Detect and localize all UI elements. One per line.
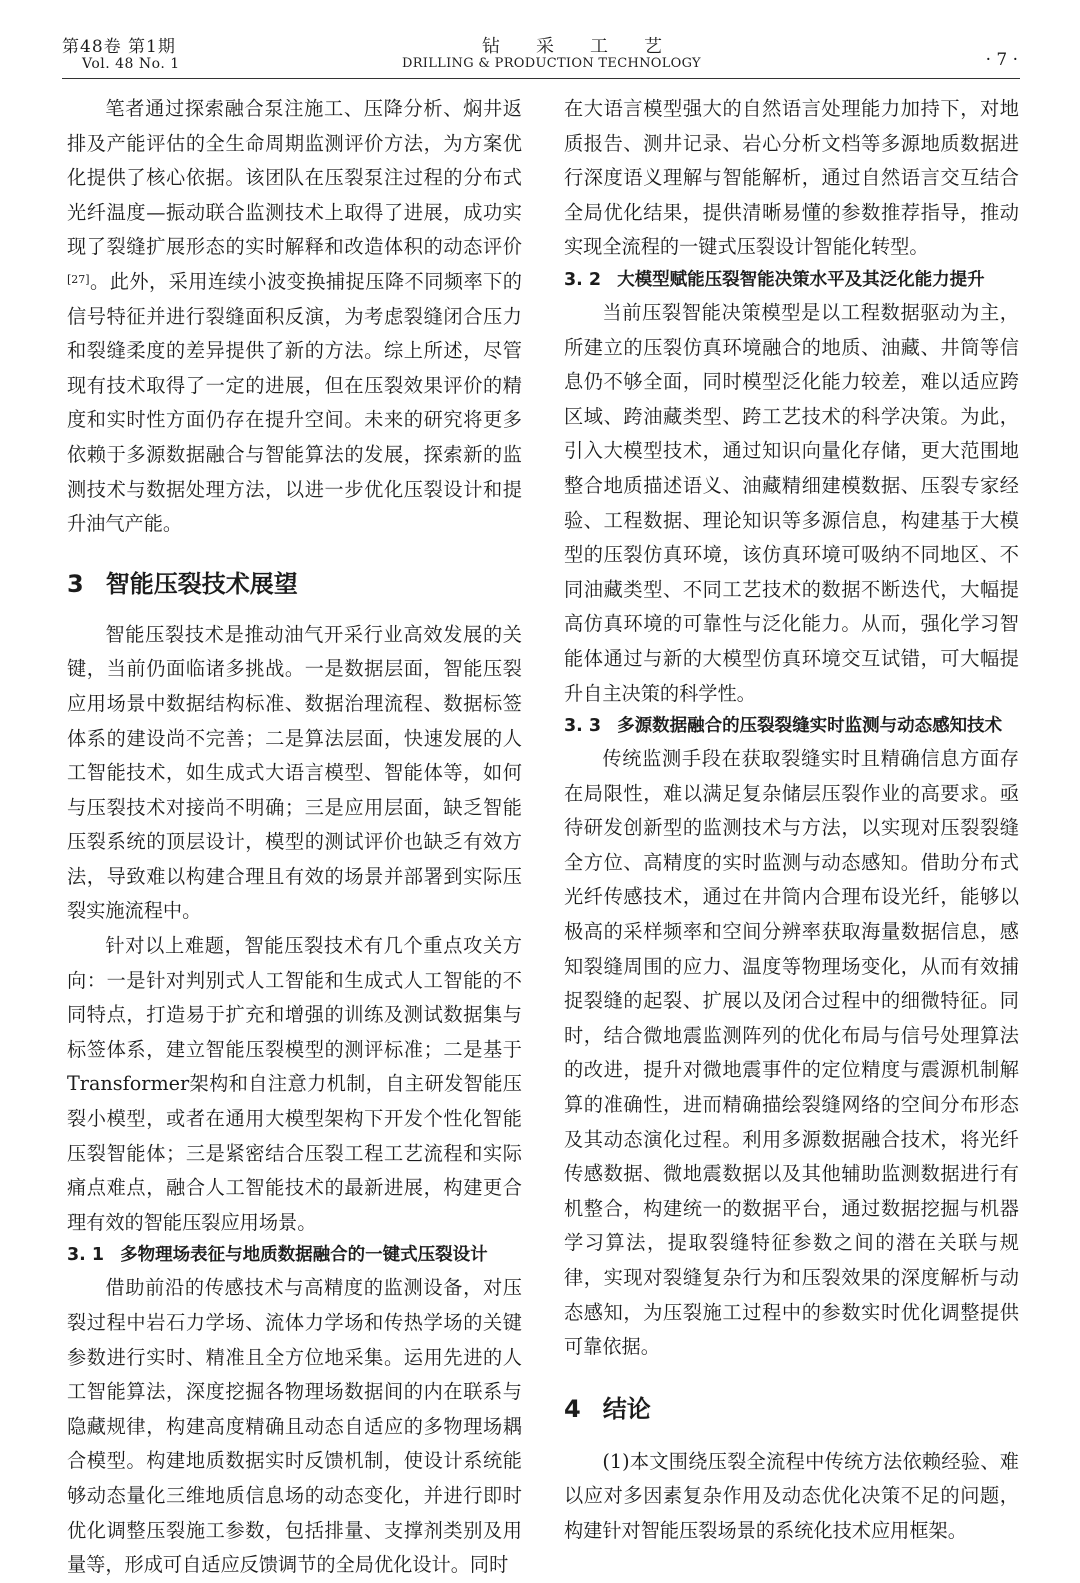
- page-number: · 7 ·: [985, 50, 1018, 70]
- paragraph: (1)本文围绕压裂全流程中传统方法依赖经验、难以应对多因素复杂作用及动态优化决策不足的问题，构建针对智能压裂场景的系统化技术应用框架。: [564, 1449, 1019, 1542]
- left-column: [67, 92, 522, 1583]
- subsection-number: 3. 1: [67, 1245, 105, 1266]
- paragraph: 针对以上难题，智能压裂技术有几个重点攻关方向：一是针对判别式人工智能和生成式人工智能的不同特点，打造易于扩充和增强的训练及测试数据集与标签体系，建立智能压裂模型的测评标准；二是基于Transformer架构和自注意力机制，自主研发智能压裂小模型，或者在通用大模型架构下开发个性化智能压裂智能体；三是紧密结合压裂工程工艺流程和实际痛点难点，融合人工智能技术的最新进展，构建更合理有效的智能压裂应用场景。: [67, 934, 522, 1234]
- section-heading-3: [67, 564, 522, 604]
- subsection-number: 3. 3: [564, 716, 602, 737]
- journal-title-cn: 钻采工艺: [482, 36, 698, 57]
- paragraph: 智能压裂技术是推动油气开采行业高效发展的关键，当前仍面临诸多挑战。一是数据层面，智能压裂应用场景中数据结构标准、数据治理流程、数据标签体系的建设尚不完善；二是算法层面，快速发展的人工智能技术，如生成式大语言模型、智能体等，如何与压裂技术对接尚不明确；三是应用层面，缺乏智能压裂系统的顶层设计，模型的测试评价也缺乏有效方法，导致难以构建合理且有效的场景并部署到实际压裂实施流程中。: [67, 622, 522, 923]
- right-column: [564, 92, 1019, 1549]
- paragraph: 在大语言模型强大的自然语言处理能力加持下，对地质报告、测井记录、岩心分析文档等多源地质数据进行深度语义理解与智能解析，通过自然语言交互结合全局优化结果，提供清晰易懂的参数推荐指导，推动实现全流程的一键式压裂设计智能化转型。: [564, 97, 1019, 259]
- paragraph: 传统监测手段在获取裂缝实时且精确信息方面存在局限性，难以满足复杂储层压裂作业的高要求。亟待研发创新型的监测技术与方法，以实现对压裂裂缝全方位、高精度的实时监测与动态感知。借助分布式光纤传感技术，通过在井筒内合理布设光纤，能够以极高的采样频率和空间分辨率获取海量数据信息，感知裂缝周围的应力、温度等物理场变化，从而有效捕捉裂缝的起裂、扩展以及闭合过程中的细微特征。同时，结合微地震监测阵列的优化布局与信号处理算法的改进，提升对微地震事件的定位精度与震源机制解算的准确性，进而精确描绘裂缝网络的空间分布形态及其动态演化过程。利用多源数据融合技术，将光纤传感数据、微地震数据以及其他辅助监测数据进行有机整合，构建统一的数据平台，通过数据挖掘与机器学习算法，提取裂缝特征参数之间的潜在关联与规律，实现对裂缝复杂行为和压裂效果的深度解析与动态感知，为压裂施工过程中的参数实时优化调整提供可靠依据。: [564, 747, 1019, 1359]
- subsection-heading-3-2: [564, 265, 1019, 296]
- paragraph: 借助前沿的传感技术与高精度的监测设备，对压裂过程中岩石力学场、流体力学场和传热学场的关键参数进行实时、精准且全方位地采集。运用先进的人工智能算法，深度挖掘各物理场数据间的内在联系与隐藏规律，构建高度精确且动态自适应的多物理场耦合模型。构建地质数据实时反馈机制，使设计系统能够动态量化三维地质信息场的动态变化，并进行即时优化调整压裂施工参数，包括排量、支撑剂类别及用量等，形成可自适应反馈调节的全局优化设计。同时: [67, 1276, 522, 1577]
- journal-title-en: DRILLING & PRODUCTION TECHNOLOGY: [402, 56, 701, 71]
- subsection-heading-3-1: [67, 1240, 522, 1271]
- section-number: 4: [564, 1394, 581, 1423]
- paragraph: [67, 92, 522, 542]
- section-title: 智能压裂技术展望: [105, 569, 298, 598]
- subsection-title: 大模型赋能压裂智能决策水平及其泛化能力提升: [617, 269, 985, 290]
- section-number: 3: [67, 569, 84, 598]
- volume-cn: 第48卷 第1期: [62, 37, 176, 57]
- paragraph-text: 笔者通过探索融合泵注施工、压降分析、焖井返排及产能评估的全生命周期监测评价方法，为方案优化提供了核心依据。该团队在压裂泵注过程的分布式光纤温度—振动联合监测技术上取得了进展，成功实现了裂缝扩展形态的实时解释和改造体积的动态评价: [67, 97, 522, 259]
- section-heading-4: [564, 1389, 1019, 1429]
- citation-ref: [27]: [67, 272, 90, 286]
- subsection-title: 多物理场表征与地质数据融合的一键式压裂设计: [120, 1245, 488, 1266]
- section-title: 结论: [602, 1394, 651, 1423]
- paragraph-text: 。此外，采用连续小波变换捕捉压降不同频率下的信号特征并进行裂缝面积反演，为考虑裂缝闭合压力和裂缝柔度的差异提供了新的方法。综上所述，尽管现有技术取得了一定的进展，但在压裂效果评价的精度和实时性方面仍存在提升空间。未来的研究将更多依赖于多源数据融合与智能算法的发展，探索新的监测技术与数据处理方法，以进一步优化压裂设计和提升油气产能。: [67, 269, 522, 536]
- subsection-heading-3-3: [564, 711, 1019, 742]
- paragraph: 当前压裂智能决策模型是以工程数据驱动为主，所建立的压裂仿真环境融合的地质、油藏、井筒等信息仍不够全面，同时模型泛化能力较差，难以适应跨区域、跨油藏类型、跨工艺技术的科学决策。为此，引入大模型技术，通过知识向量化存储，更大范围地整合地质描述语义、油藏精细建模数据、压裂专家经验、工程数据、理论知识等多源信息，构建基于大模型的压裂仿真环境，该仿真环境可吸纳不同地区、不同油藏类型、不同工艺技术的数据不断迭代，大幅提高仿真环境的可靠性与泛化能力。从而，强化学习智能体通过与新的大模型仿真环境交互试错，可大幅提升自主决策的科学性。: [564, 300, 1019, 705]
- page-header: [62, 30, 1020, 79]
- volume-en: Vol. 48 No. 1: [82, 56, 180, 72]
- subsection-title: 多源数据融合的压裂裂缝实时监测与动态感知技术: [617, 716, 1003, 737]
- subsection-number: 3. 2: [564, 269, 602, 290]
